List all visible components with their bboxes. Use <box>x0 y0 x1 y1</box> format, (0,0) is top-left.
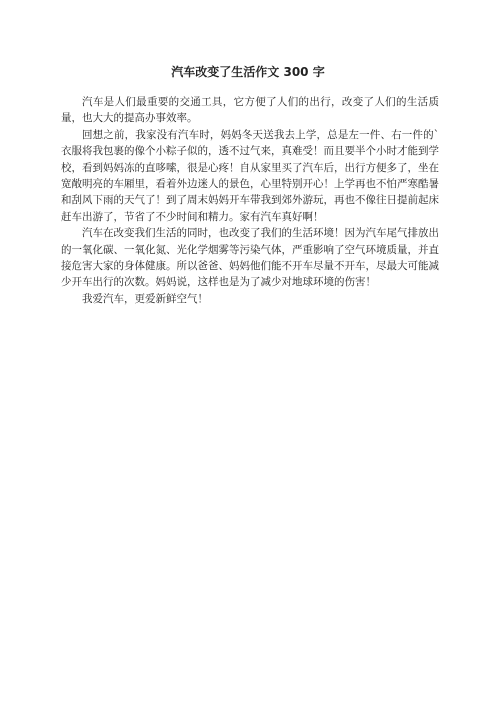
paragraph-2: 回想之前，我家没有汽车时，妈妈冬天送我去上学，总是左一件、右一件的`衣服将我包裹的像个小粽子似的，透不过气来，真难受！而且要半个小时才能到学校，看到妈妈冻的直哆嗦，很是心疼！自从家里买了汽车后，出行方便多了，坐在宽敞明亮的车厢里，看着外边迷人的景色，心里特别开心！上学再也不怕严寒酷暑和刮风下雨的天气了！到了周末妈妈开车带我到郊外游玩，再也不像往日提前起床赶车出游了，节省了不少时间和精力。家有汽车真好啊！ <box>61 128 439 223</box>
paragraph-4: 我爱汽车，更爱新鲜空气！ <box>82 292 208 305</box>
document-body <box>61 94 439 307</box>
paragraph-3: 汽车在改变我们生活的同时，也改变了我们的生活环境！因为汽车尾气排放出的一氧化碳、一氧化氮、光化学烟雾等污染气体，严重影响了空气环境质量，并直接危害大家的身体健康。所以爸爸、妈妈他们能不开车尽量不开车，尽最大可能减少开车出行的次数。妈妈说，这样也是为了减少对地球环境的伤害！ <box>61 227 439 289</box>
document-title: 汽车改变了生活作文 300 字 <box>171 65 325 79</box>
paragraph-1: 汽车是人们最重要的交通工具，它方便了人们的出行，改变了人们的生活质量，也大大的提高办事效率。 <box>61 96 439 125</box>
